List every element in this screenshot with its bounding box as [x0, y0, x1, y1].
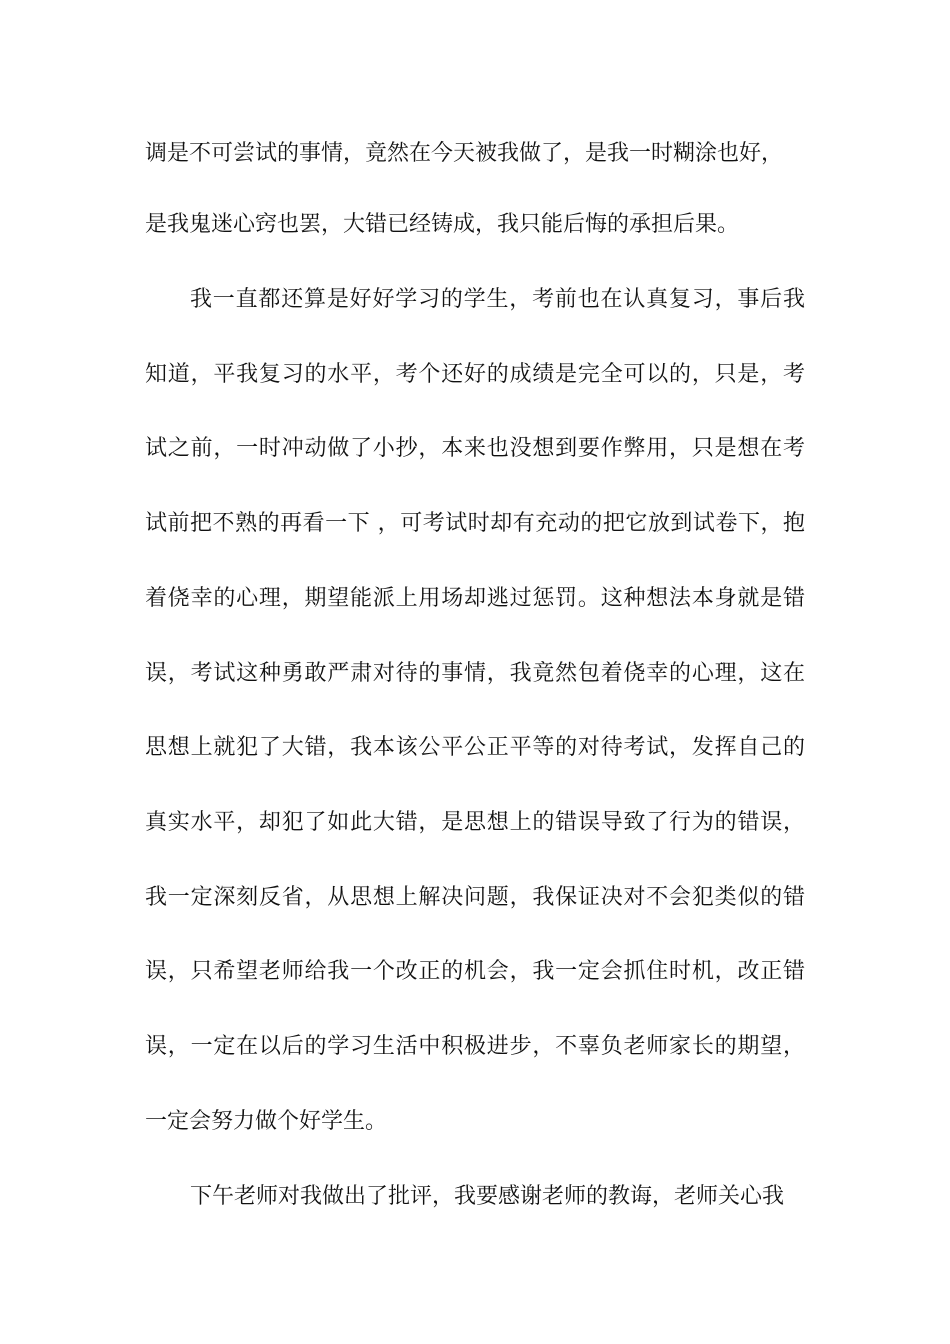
- paragraph-line: 试之前，一时冲动做了小抄，本来也没想到要作弊用，只是想在考: [145, 436, 805, 461]
- paragraph-line: 调是不可尝试的事情，竟然在今天被我做了，是我一时糊涂也好，: [145, 141, 784, 166]
- paragraph-line: 我一定深刻反省，从思想上解决问题，我保证决对不会犯类似的错: [145, 885, 805, 910]
- paragraph-line: 着侥幸的心理，期望能派上用场却逃过惩罚。这种想法本身就是错: [145, 586, 805, 611]
- paragraph-line: 误，一定在以后的学习生活中积极进步，不辜负老师家长的期望，: [145, 1034, 805, 1059]
- paragraph-line: 真实水平，却犯了如此大错，是思想上的错误导致了行为的错误，: [145, 810, 805, 835]
- paragraph-line: 试前把不熟的再看一下 ，可考试时却有充动的把它放到试卷下，抱: [145, 511, 805, 536]
- paragraph-line: 我一直都还算是好好学习的学生，考前也在认真复习，事后我: [190, 287, 805, 312]
- paragraph-line: 一定会努力做个好学生。: [145, 1109, 388, 1134]
- paragraph-line: 知道，平我复习的水平，考个还好的成绩是完全可以的，只是，考: [145, 362, 805, 387]
- paragraph-line: 下午老师对我做出了批评，我要感谢老师的教诲，老师关心我: [190, 1184, 785, 1209]
- paragraph-line: 误，考试这种勇敢严肃对待的事情，我竟然包着侥幸的心理，这在: [145, 661, 805, 686]
- paragraph-line: 是我鬼迷心窍也罢，大错已经铸成，我只能后悔的承担后果。: [145, 212, 740, 237]
- paragraph-line: 思想上就犯了大错，我本该公平公正平等的对待考试，发挥自己的: [145, 735, 805, 760]
- paragraph-line: 误，只希望老师给我一个改正的机会，我一定会抓住时机，改正错: [145, 959, 805, 984]
